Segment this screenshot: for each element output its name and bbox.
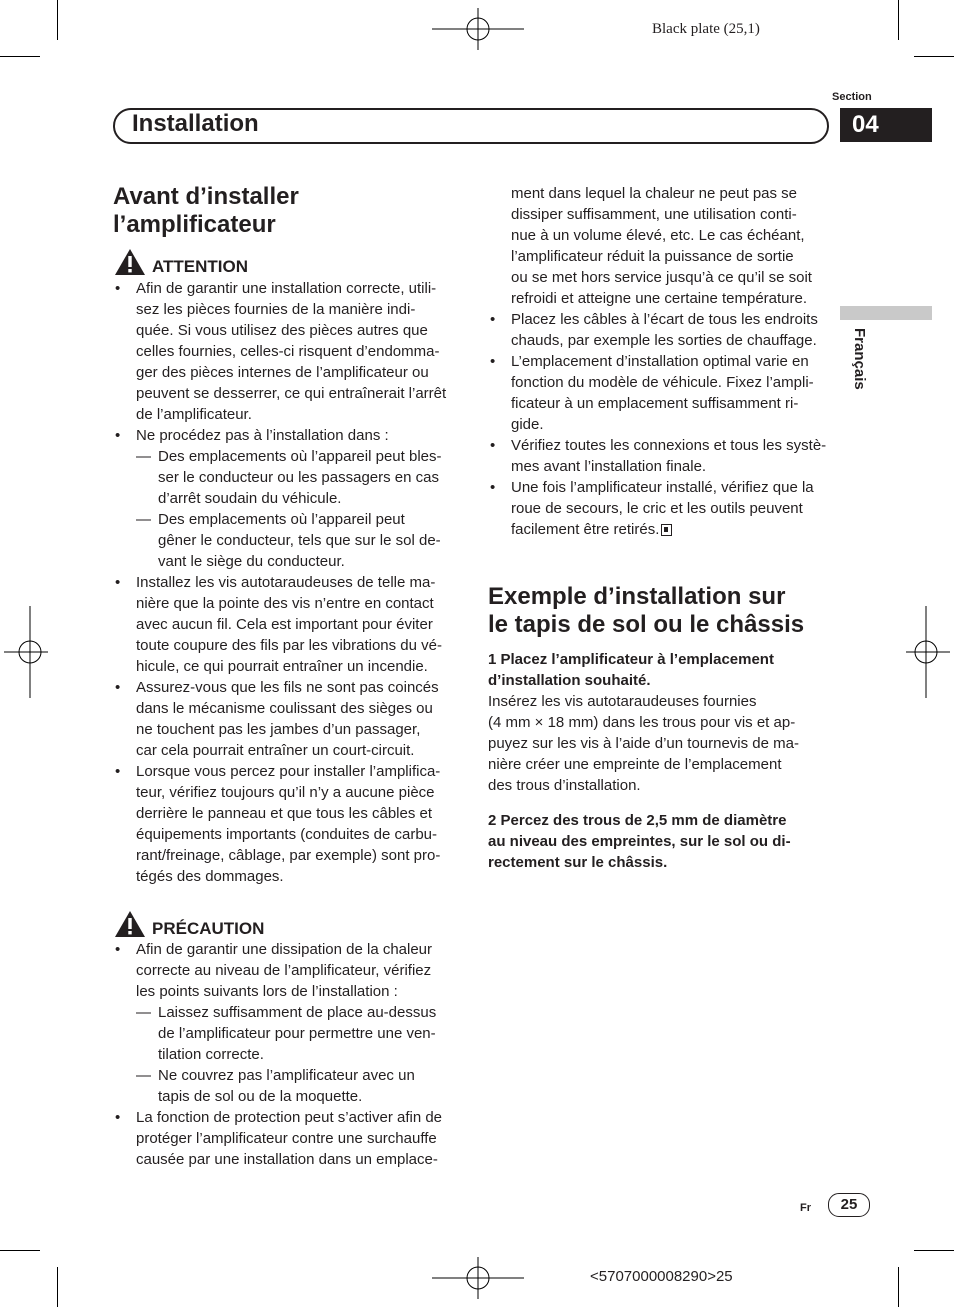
bullet-icon: •: [115, 679, 121, 696]
registration-mark-top: [432, 8, 524, 50]
sub-list-item-text: Des emplacements où l’appareil peut gêner le conducteur, tels que sur le sol de- vant le siège du conducteur.: [158, 511, 441, 570]
step-2-title: 2 Percez des trous de 2,5 mm de diamètre au niveau des empreintes, sur le sol ou di- rectement sur le châssis.: [488, 812, 791, 871]
caution-label: PRÉCAUTION: [152, 919, 265, 938]
step-1-body: Insérez les vis autotaraudeuses fournies (4 mm × 18 mm) dans les trous pour vis et ap- puyez sur les vis à l’aide d’un tournevis de ma- nière créer une empreinte de l’emplacement des trous d’installation.: [488, 693, 799, 794]
list-item-text: Lorsque vous percez pour installer l’amplifica- teur, vérifiez toujours qu’il n’y a aucune pièce derrière le panneau et que tous les câbles et équipements importants (conduites de carbu- rant/freinage, câblage, par exemple) sont pro- tégés des dommages.: [136, 763, 441, 885]
installation-example-heading-line2: le tapis de sol ou le châssis: [488, 611, 805, 638]
list-item: [488, 351, 833, 435]
installation-example-heading-line1: Exemple d’installation sur: [488, 583, 786, 610]
sub-list-item-text: Ne couvrez pas l’amplificateur avec un tapis de sol ou de la moquette.: [158, 1067, 415, 1105]
dash-icon: —: [136, 448, 151, 465]
section-label: Section: [832, 91, 872, 103]
section-heading: [113, 183, 458, 239]
continued-text: ment dans lequel la chaleur ne peut pas se dissiper suffisamment, une utilisation conti- nue à un volume élevé, etc. Le cas échéant, l’amplificateur réduit la puissance de sortie ou se met hors service jusqu’à ce qu’il se soit refroidi et atteigne une certaine température.: [511, 185, 812, 307]
bullet-icon: •: [115, 280, 121, 297]
list-item: [113, 1107, 458, 1170]
list-item-text: Installez les vis autotaraudeuses de telle ma- nière que la pointe des vis n’entre en contact avec aucun fil. Cela est important pour éviter toute coupure des fils par les vibrations du vé- hicule, ce qui pourrait entraîner un incendie.: [136, 574, 442, 675]
step-1-title: 1 Placez l’amplificateur à l’emplacement d’installation souhaité.: [488, 651, 774, 689]
end-of-section-icon: [661, 524, 672, 536]
sub-list: [136, 446, 458, 572]
dash-icon: —: [136, 1067, 151, 1084]
bullet-icon: •: [490, 437, 496, 454]
sub-list-item-text: Laissez suffisamment de place au-dessus de l’amplificateur pour permettre une ven- tilation correcte.: [158, 1004, 437, 1063]
registration-mark-right: [906, 606, 950, 698]
sub-list-item: [136, 1065, 458, 1107]
list-item: [113, 572, 458, 677]
side-language-label: Français: [851, 328, 868, 390]
list-item: [113, 761, 458, 887]
registration-mark-left: [4, 606, 48, 698]
list-item-text: L’emplacement d’installation optimal varie en fonction du modèle de véhicule. Fixez l’ampli- ficateur à un emplacement suffisamment ri- gide.: [511, 353, 814, 433]
list-item-text: Afin de garantir une installation correcte, utili- sez les pièces fournies de la manière indi- quée. Si vous utilisez des pièces autres que celles fournies, celles-ci risquent d’endomma- ger des pièces internes de l’amplificateur ou peuvent se desserrer, ce qui entraînerait l’arrêt de l’amplificateur.: [136, 280, 447, 423]
warning-triangle-icon: [114, 248, 146, 276]
right-bullet-list: [488, 309, 833, 540]
installation-example-heading: [488, 583, 833, 639]
list-item-text: Vérifiez toutes les connexions et tous les systè- mes avant l’installation finale.: [511, 437, 827, 475]
bullet-icon: •: [115, 427, 121, 444]
bullet-icon: •: [490, 311, 496, 328]
dash-icon: —: [136, 511, 151, 528]
footer-language-code: Fr: [800, 1202, 811, 1214]
section-heading-line1: Avant d’installer: [113, 183, 299, 210]
bullet-icon: •: [115, 574, 121, 591]
bullet-icon: •: [490, 479, 496, 496]
sub-list-item: [136, 1002, 458, 1065]
caution-list: [113, 939, 458, 1170]
bullet-icon: •: [115, 941, 121, 958]
bullet-icon: •: [490, 353, 496, 370]
list-item-text: Ne procédez pas à l’installation dans :: [136, 427, 389, 444]
registration-mark-bottom: [432, 1257, 524, 1299]
sub-list: [136, 1002, 458, 1107]
list-item-text: Placez les câbles à l’écart de tous les endroits chauds, par exemple les sorties de chauffage.: [511, 311, 818, 349]
list-item: [488, 477, 833, 540]
list-item-text: Une fois l’amplificateur installé, vérifiez que la roue de secours, le cric et les outils peuvent facilement être retirés.: [511, 479, 814, 538]
dash-icon: —: [136, 1004, 151, 1021]
list-item-text: Afin de garantir une dissipation de la chaleur correcte au niveau de l’amplificateur, vérifiez les points suivants lors de l’installation :: [136, 941, 433, 1000]
caution-header: [114, 910, 458, 938]
warning-triangle-icon: [114, 910, 146, 938]
list-item-text: Assurez-vous que les fils ne sont pas coincés dans le mécanisme coulissant des sièges ou ne touchent pas les jambes d’un passager, car cela pourrait entraîner un court-circuit.: [136, 679, 439, 759]
attention-header: [114, 248, 458, 276]
attention-list: [113, 278, 458, 887]
list-item-text: La fonction de protection peut s’activer afin de protéger l’amplificateur contre une surchauffe causée par une installation dans un emplace-: [136, 1109, 443, 1168]
section-heading-line2: l’amplificateur: [113, 211, 276, 238]
sub-list-item: [136, 446, 458, 509]
section-number: 04: [840, 108, 932, 142]
list-item: [113, 278, 458, 425]
list-item: [113, 677, 458, 761]
sub-list-item-text: Des emplacements où l’appareil peut bles- ser le conducteur ou les passagers en cas d’arrêt soudain du véhicule.: [158, 448, 442, 507]
left-column: [113, 183, 458, 1170]
right-column: [488, 183, 833, 873]
attention-label: ATTENTION: [152, 257, 249, 276]
list-item: [113, 939, 458, 1107]
list-item: [488, 309, 833, 351]
barcode-text: <5707000008290>25: [590, 1268, 733, 1285]
header-title: Installation: [132, 110, 259, 137]
list-item: [113, 425, 458, 572]
bullet-icon: •: [115, 763, 121, 780]
language-tab: [840, 306, 932, 320]
page-number: 25: [828, 1193, 870, 1217]
list-item: [488, 435, 833, 477]
sub-list-item: [136, 509, 458, 572]
plate-label: Black plate (25,1): [652, 21, 760, 37]
bullet-icon: •: [115, 1109, 121, 1126]
